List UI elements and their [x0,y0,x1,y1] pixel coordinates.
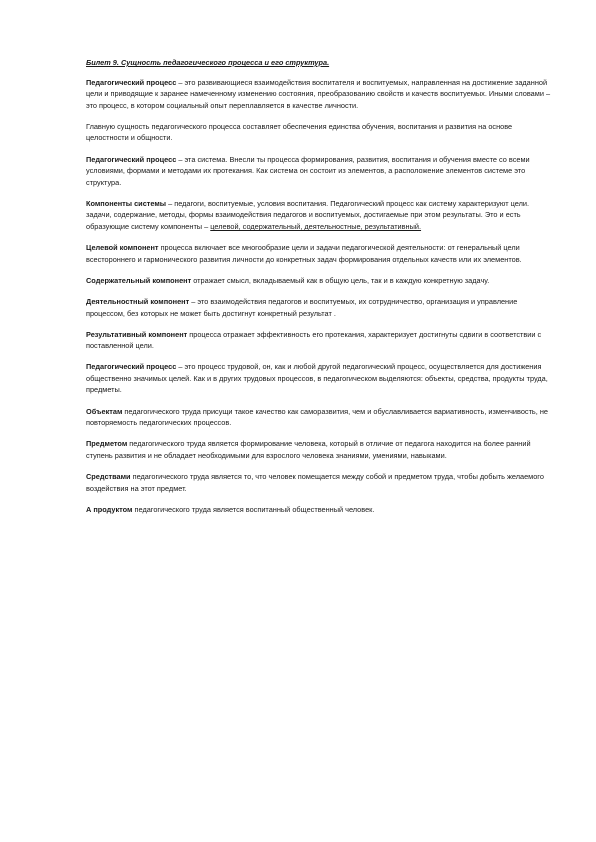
term: Средствами [86,471,131,481]
paragraph-text: отражает смысл, вкладываемый как в общую цель, так и в каждую конкретную задачу. [191,275,490,285]
underlined-components: целевой, содержательный, деятельностные, результативный. [210,222,422,232]
term: Педагогический процесс [86,77,177,87]
paragraph-text: педагогического труда присущи такое качество как саморазвития, чем и обуславливается вариативность, изменчивость, не повторяемость педагогических процессов. [86,406,548,428]
paragraph-text: педагогического труда является формирование человека, который в отличие от педагога находится на более ранний ступень развития и не обладает необходимыми для взрослого человека знаниями, умениями, навыками. [86,439,531,460]
paragraph-text: педагогического труда является воспитанный общественный человек. [132,504,375,514]
paragraph-9 [86,361,552,396]
paragraph-11 [86,438,552,461]
term: Результативный компонент [86,329,188,339]
term: Целевой компонент [86,243,159,253]
term: Компоненты системы [86,198,167,208]
paragraph-5 [86,242,552,265]
term: А продуктом [86,504,133,514]
paragraph-text: – это развивающиеся взаимодействия воспитателя и воспитуемых, направленная на достижение заданной цели и приводящие к заранее намеченному изменению состояния, преобразованию свойств и качеств воспитуемых. Иными словами – это процесс, в котором социальный опыт переплавляется в качестве личности. [86,77,551,110]
term: Предметом [86,439,128,449]
paragraph-text: процесса включает все многообразие цели и задачи педагогической деятельности: от генеральный цели всестороннего и гармонического развития личности до конкретных задач формирования отдельных качеств или их элементов. [86,243,522,264]
ticket-title: Билет 9. Сущность педагогического процесса и его структура. [86,58,330,67]
term: Содержательный компонент [86,275,192,285]
paragraph-7 [86,296,552,319]
paragraph-text: – это процесс трудовой, он, как и любой другой педагогический процесс, осуществляется для достижения общественно значимых целей. Как и в других трудовых процессов, в педагогическом выделяются: объекты, средства, продукты труда, предметы. [86,362,548,395]
term: Педагогический процесс [86,154,177,164]
paragraph-1 [86,77,552,112]
paragraph-2 [86,121,552,144]
paragraph-13 [86,504,552,516]
paragraph-8 [86,329,552,352]
paragraph-text: – это взаимодействия педагогов и воспитуемых, их сотрудничество, организация и управление процессом, без которых не может быть достигнут конкретный результат . [86,296,518,318]
paragraph-3 [86,154,552,189]
document-body [86,57,552,525]
paragraph-6 [86,275,552,287]
term: Деятельностный компонент [86,296,190,306]
paragraph-text: – педагоги, воспитуемые, условия воспитания. Педагогический процесс как систему характеризуют цели. задачи, содержание, методы, формы взаимодействия педагогов и воспитуемых, достигаемые при этом результаты. Это и есть образующие систему компоненты – [86,198,530,232]
paragraph-text: Главную сущность педагогического процесса составляет обеспечения единства обучения, воспитания и развития на основе целостности и общности. [86,121,513,143]
paragraph-12 [86,471,552,494]
paragraph-text: педагогического труда является то, что человек помещается между собой и предметом труда, чтобы добыть желаемого воздействия на этот предмет. [86,471,544,493]
term: Объектам [86,406,123,416]
term: Педагогический процесс [86,362,177,372]
paragraph-10 [86,406,552,429]
paragraph-text: процесса отражает эффективность его протекания, характеризует достигнуты сдвиги в соответствии с поставленной цели. [86,329,542,351]
paragraph-text: – эта система. Внесли ты процесса формирования, развития, воспитания и обучения вместе со всеми условиями, формами и методами их протекания. Как система он состоит из элементов, а расположение элементов системе это структура. [86,154,530,187]
paragraph-4 [86,198,552,233]
